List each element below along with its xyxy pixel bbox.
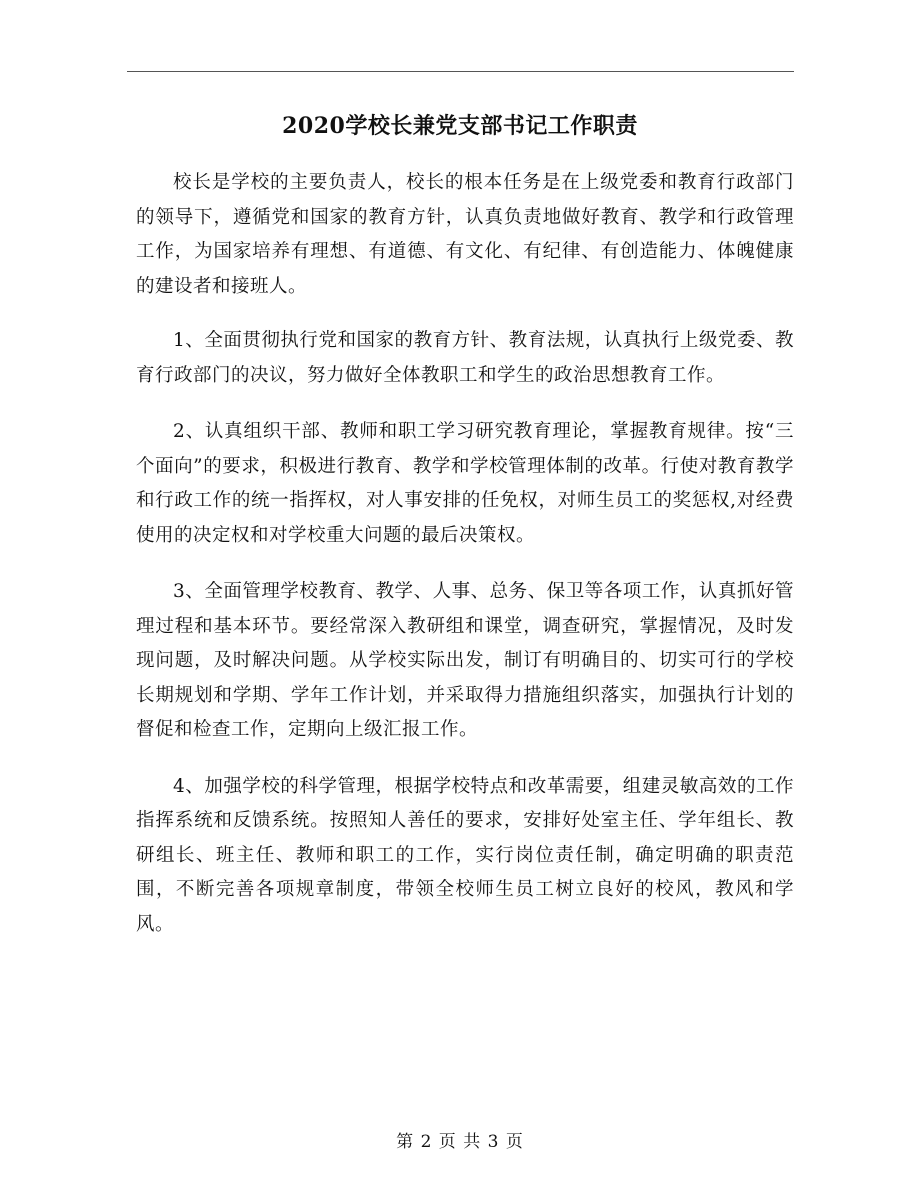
document-title: 2020学校长兼党支部书记工作职责 [282,113,638,139]
duty-paragraph-2: 2、认真组织干部、教师和职工学习研究教育理论，掌握教育规律。按“三个面向”的要求，积极进行教育、教学和学校管理体制的改革。行使对教育教学和行政工作的统一指挥权，对人事安排的任免权，对师生员工的奖惩权,对经费使用的决定权和对学校重大问题的最后决策权。 [136,421,794,546]
duty-paragraph-4: 4、加强学校的科学管理，根据学校特点和改革需要，组建灵敏高效的工作指挥系统和反馈系统。按照知人善任的要求，安排好处室主任、学年组长、教研组长、班主任、教师和职工的工作，实行岗位责任制，确定明确的职责范围，不断完善各项规章制度，带领全校师生员工树立良好的校风，教风和学风。 [136,775,794,935]
header-rule [127,71,794,72]
duty-paragraph-1: 1、全面贯彻执行党和国家的教育方针、教育法规，认真执行上级党委、教育行政部门的决议，努力做好全体教职工和学生的政治思想教育工作。 [136,330,794,386]
document-body [136,166,794,964]
duty-paragraph-3: 3、全面管理学校教育、教学、人事、总务、保卫等各项工作，认真抓好管理过程和基本环节。要经常深入教研组和课堂，调查研究，掌握情况，及时发现问题，及时解决问题。从学校实际出发，制订有明确目的、切实可行的学校长期规划和学期、学年工作计划，并采取得力措施组织落实，加强执行计划的督促和检查工作，定期向上级汇报工作。 [136,581,794,740]
intro-paragraph: 校长是学校的主要负责人，校长的根本任务是在上级党委和教育行政部门的领导下，遵循党和国家的教育方针，认真负责地做好教育、教学和行政管理工作，为国家培养有理想、有道德、有文化、有纪律、有创造能力、体魄健康的建设者和接班人。 [136,172,794,297]
page-number: 第 2 页 共 3 页 [396,1132,524,1152]
